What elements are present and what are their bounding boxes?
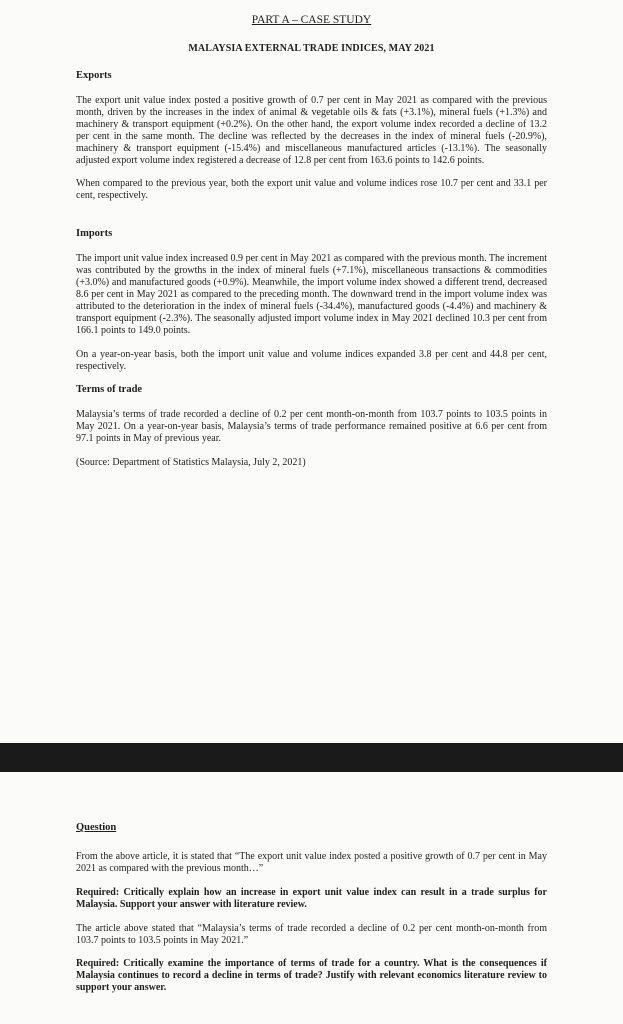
imports-heading: Imports <box>76 228 113 240</box>
question-paragraph-1: From the above article, it is stated that “The export unit value index posted a positive growth of 0.7 per cent in May 2021 as compared with the previous month…” <box>76 851 547 874</box>
exports-paragraph-1: The export unit value index posted a positive growth of 0.7 per cent in May 2021 as compared with the previous month, driven by the increases in the index of animal & vegetable oils & fats (+3.1%), mineral fuels (+1.3%) and machinery & transport equipment (+0.2%). On the other hand, the export volume index recorded a decline of 13.2 per cent in the same month. The decline was reflected by the decreases in the index of mineral fuels (-20.9%), machinery & transport equipment (-15.4%) and miscellaneous manufactured articles (-13.1%). The seasonally adjusted export volume index registered a decrease of 12.8 per cent from 163.6 points to 142.6 points. <box>76 95 547 166</box>
document-page-2 <box>0 772 623 1024</box>
document-title: MALAYSIA EXTERNAL TRADE INDICES, MAY 2021 <box>188 43 435 54</box>
terms-of-trade-heading: Terms of trade <box>76 384 143 396</box>
exports-heading: Exports <box>76 70 112 81</box>
question-paragraph-2: The article above stated that “Malaysia’s terms of trade recorded a decline of 0.2 per cent month-on-month from 103.7 points to 103.5 points in May 2021.” <box>76 922 547 946</box>
exports-paragraph-2: When compared to the previous year, both the export unit value and volume indices rose 10.7 per cent and 33.1 per cent, respectively. <box>76 178 547 202</box>
imports-paragraph-2: On a year-on-year basis, both the import unit value and volume indices expanded 3.8 per cent and 44.8 per cent, respectively. <box>76 348 547 372</box>
terms-of-trade-paragraph: Malaysia’s terms of trade recorded a decline of 0.2 per cent month-on-month from 103.7 points to 103.5 points in May 2021. On a year-on-year basis, Malaysia’s terms of trade performance remained positive at 6.6 per cent from 97.1 points in May of previous year. <box>76 409 547 445</box>
question-requirement-1: Required: Critically explain how an increase in export unit value index can result in a trade surplus for Malaysia. Support your answer with literature review. <box>76 886 547 910</box>
question-heading: Question <box>76 822 117 833</box>
source-citation: (Source: Department of Statistics Malaysia, July 2, 2021) <box>76 457 306 469</box>
case-study-title: PART A – CASE STUDY <box>251 14 372 26</box>
imports-paragraph-1: The import unit value index increased 0.9 per cent in May 2021 as compared with the previous month. The increment was contributed by the growths in the index of mineral fuels (+7.1%), miscellaneous transactions & commodities (+3.0%) and manufactured goods (+0.9%). Meanwhile, the import volume index showed a different trend, decreased 8.6 per cent in May 2021 as compared to the preceding month. The downward trend in the import volume index was attributed to the deterioration in the index of mineral fuels (-34.4%), manufactured goods (-4.4%) and machinery & transport equipment (-2.3%). The seasonally adjusted import volume index in May 2021 declined 10.3 per cent from 166.1 points to 149.0 points. <box>76 253 547 336</box>
question-requirement-2: Required: Critically examine the importance of terms of trade for a country. What is the consequences if Malaysia continues to record a decline in terms of trade? Justify with relevant economics literature review to support your answer. <box>76 958 547 994</box>
